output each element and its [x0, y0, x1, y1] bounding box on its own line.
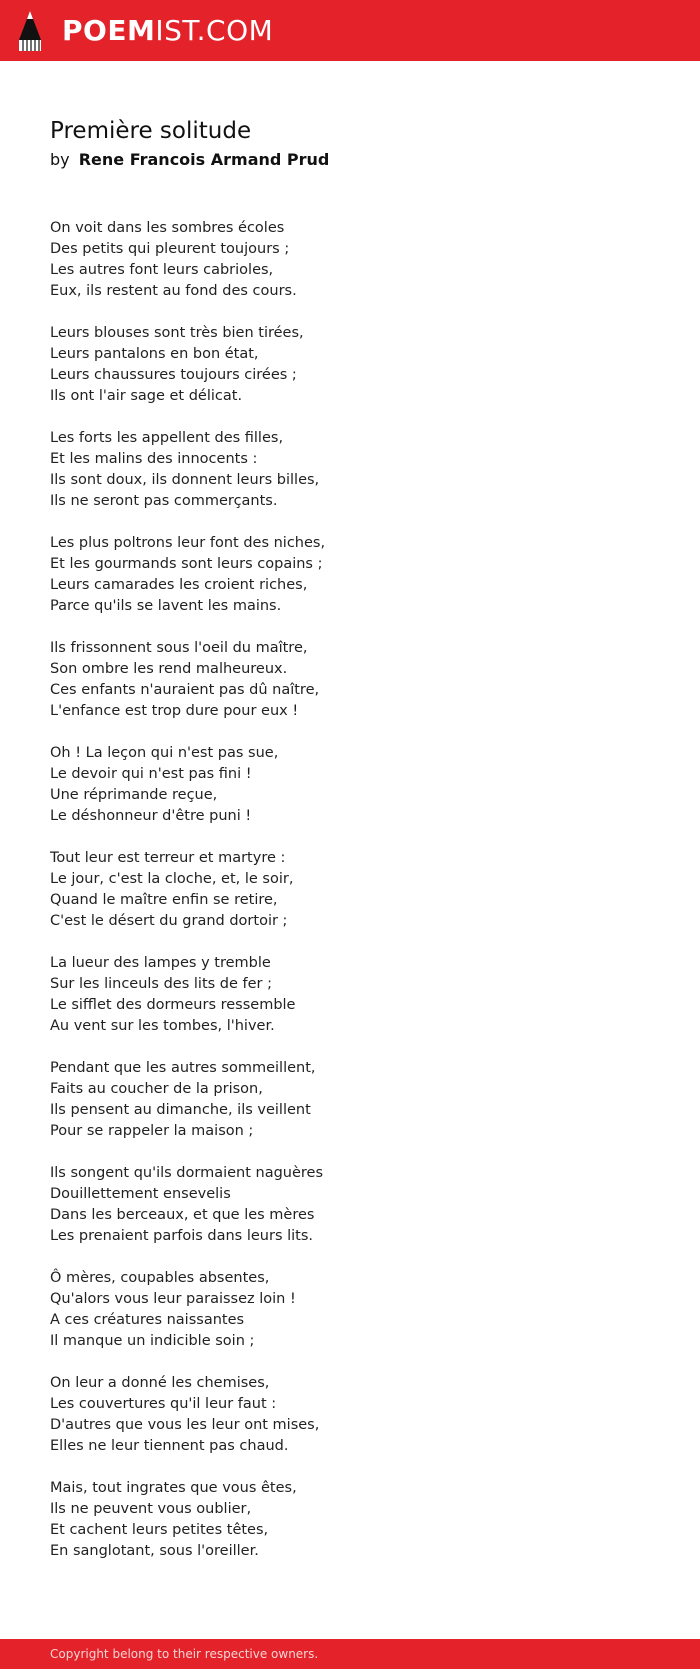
poem-line: A ces créatures naissantes — [50, 1312, 245, 1328]
poem-line: Qu'alors vous leur paraissez loin ! — [50, 1291, 296, 1307]
poem-line: Parce qu'ils se lavent les mains. — [50, 598, 282, 614]
poem-line: Leurs camarades les croient riches, — [50, 577, 308, 593]
poem-line: Pendant que les autres sommeillent, — [50, 1060, 316, 1076]
poem-line: On leur a donné les chemises, — [50, 1375, 270, 1391]
poem-line: Le jour, c'est la cloche, et, le soir, — [50, 871, 294, 887]
poem-line: Les autres font leurs cabrioles, — [50, 262, 274, 278]
site-header — [0, 0, 700, 61]
poem-line: Les prenaient parfois dans leurs lits. — [50, 1228, 314, 1244]
site-footer — [0, 1639, 700, 1669]
by-label: by — [50, 150, 70, 169]
poem-line: Eux, ils restent au fond des cours. — [50, 283, 297, 299]
stanza — [50, 323, 650, 407]
stanza — [50, 428, 650, 512]
poem-line: Elles ne leur tiennent pas chaud. — [50, 1438, 289, 1454]
poem-line: Une réprimande reçue, — [50, 787, 218, 803]
stanza — [50, 953, 650, 1037]
poem-line: Les forts les appellent des filles, — [50, 430, 284, 446]
stanza — [50, 743, 650, 827]
poem-line: Des petits qui pleurent toujours ; — [50, 241, 290, 257]
stanza — [50, 638, 650, 722]
poem-line: D'autres que vous les leur ont mises, — [50, 1417, 320, 1433]
poem-line: Ô mères, coupables absentes, — [50, 1270, 270, 1286]
poem-line: Ils ne peuvent vous oublier, — [50, 1501, 252, 1517]
stanza — [50, 1268, 650, 1352]
poem-line: Faits au coucher de la prison, — [50, 1081, 263, 1097]
poem-line: Mais, tout ingrates que vous êtes, — [50, 1480, 297, 1496]
poem-line: Le devoir qui n'est pas fini ! — [50, 766, 252, 782]
poem-line: La lueur des lampes y tremble — [50, 955, 271, 971]
poem-line: Et les gourmands sont leurs copains ; — [50, 556, 323, 572]
poem-line: Ils songent qu'ils dormaient naguères — [50, 1165, 324, 1181]
poem-line: Son ombre les rend malheureux. — [50, 661, 288, 677]
poem-line: L'enfance est trop dure pour eux ! — [50, 703, 299, 719]
poem-line: Ils ont l'air sage et délicat. — [50, 388, 243, 404]
stanza — [50, 848, 650, 932]
poem-line: Dans les berceaux, et que les mères — [50, 1207, 315, 1223]
poem-line: Les plus poltrons leur font des niches, — [50, 535, 326, 551]
poem-line: Leurs chaussures toujours cirées ; — [50, 367, 297, 383]
poem-line: Ils sont doux, ils donnent leurs billes, — [50, 472, 320, 488]
stanza — [50, 1373, 650, 1457]
pencil-icon — [17, 10, 43, 52]
stanza — [50, 1478, 650, 1562]
stanza — [50, 1163, 650, 1247]
poem-line: Les couvertures qu'il leur faut : — [50, 1396, 277, 1412]
site-logo[interactable] — [62, 14, 273, 48]
poem-line: Tout leur est terreur et martyre : — [50, 850, 286, 866]
poem-line: Leurs blouses sont très bien tirées, — [50, 325, 304, 341]
stanza — [50, 1058, 650, 1142]
logo-light-text: IST.COM — [155, 14, 274, 47]
poem-line: Et cachent leurs petites têtes, — [50, 1522, 269, 1538]
poem-line: Oh ! La leçon qui n'est pas sue, — [50, 745, 279, 761]
poem-line: Ils ne seront pas commerçants. — [50, 493, 278, 509]
poem-line: En sanglotant, sous l'oreiller. — [50, 1543, 259, 1559]
poem-line: Et les malins des innocents : — [50, 451, 258, 467]
author-name: Rene Francois Armand Prud — [78, 150, 330, 169]
poem-line: Le déshonneur d'être puni ! — [50, 808, 252, 824]
copyright-text: Copyright belong to their respective owners. — [50, 1647, 319, 1661]
poem-line: Ils frissonnent sous l'oeil du maître, — [50, 640, 308, 656]
poem-line: Quand le maître enfin se retire, — [50, 892, 278, 908]
poem-body — [50, 218, 650, 1583]
poem-line: Ces enfants n'auraient pas dû naître, — [50, 682, 320, 698]
stanza — [50, 218, 650, 302]
poem-line: Sur les linceuls des lits de fer ; — [50, 976, 273, 992]
poem-line: Il manque un indicible soin ; — [50, 1333, 255, 1349]
byline — [50, 149, 329, 171]
poem-line: Au vent sur les tombes, l'hiver. — [50, 1018, 275, 1034]
poem-line: Ils pensent au dimanche, ils veillent — [50, 1102, 311, 1118]
poem-line: Douillettement ensevelis — [50, 1186, 231, 1202]
stanza — [50, 533, 650, 617]
poem-line: C'est le désert du grand dortoir ; — [50, 913, 288, 929]
poem-line: On voit dans les sombres écoles — [50, 220, 285, 236]
logo-bold-text: POEM — [62, 14, 156, 47]
poem-line: Pour se rappeler la maison ; — [50, 1123, 254, 1139]
poem-line: Leurs pantalons en bon état, — [50, 346, 259, 362]
poem-title: Première solitude — [50, 118, 252, 144]
poem-line: Le sifflet des dormeurs ressemble — [50, 997, 296, 1013]
